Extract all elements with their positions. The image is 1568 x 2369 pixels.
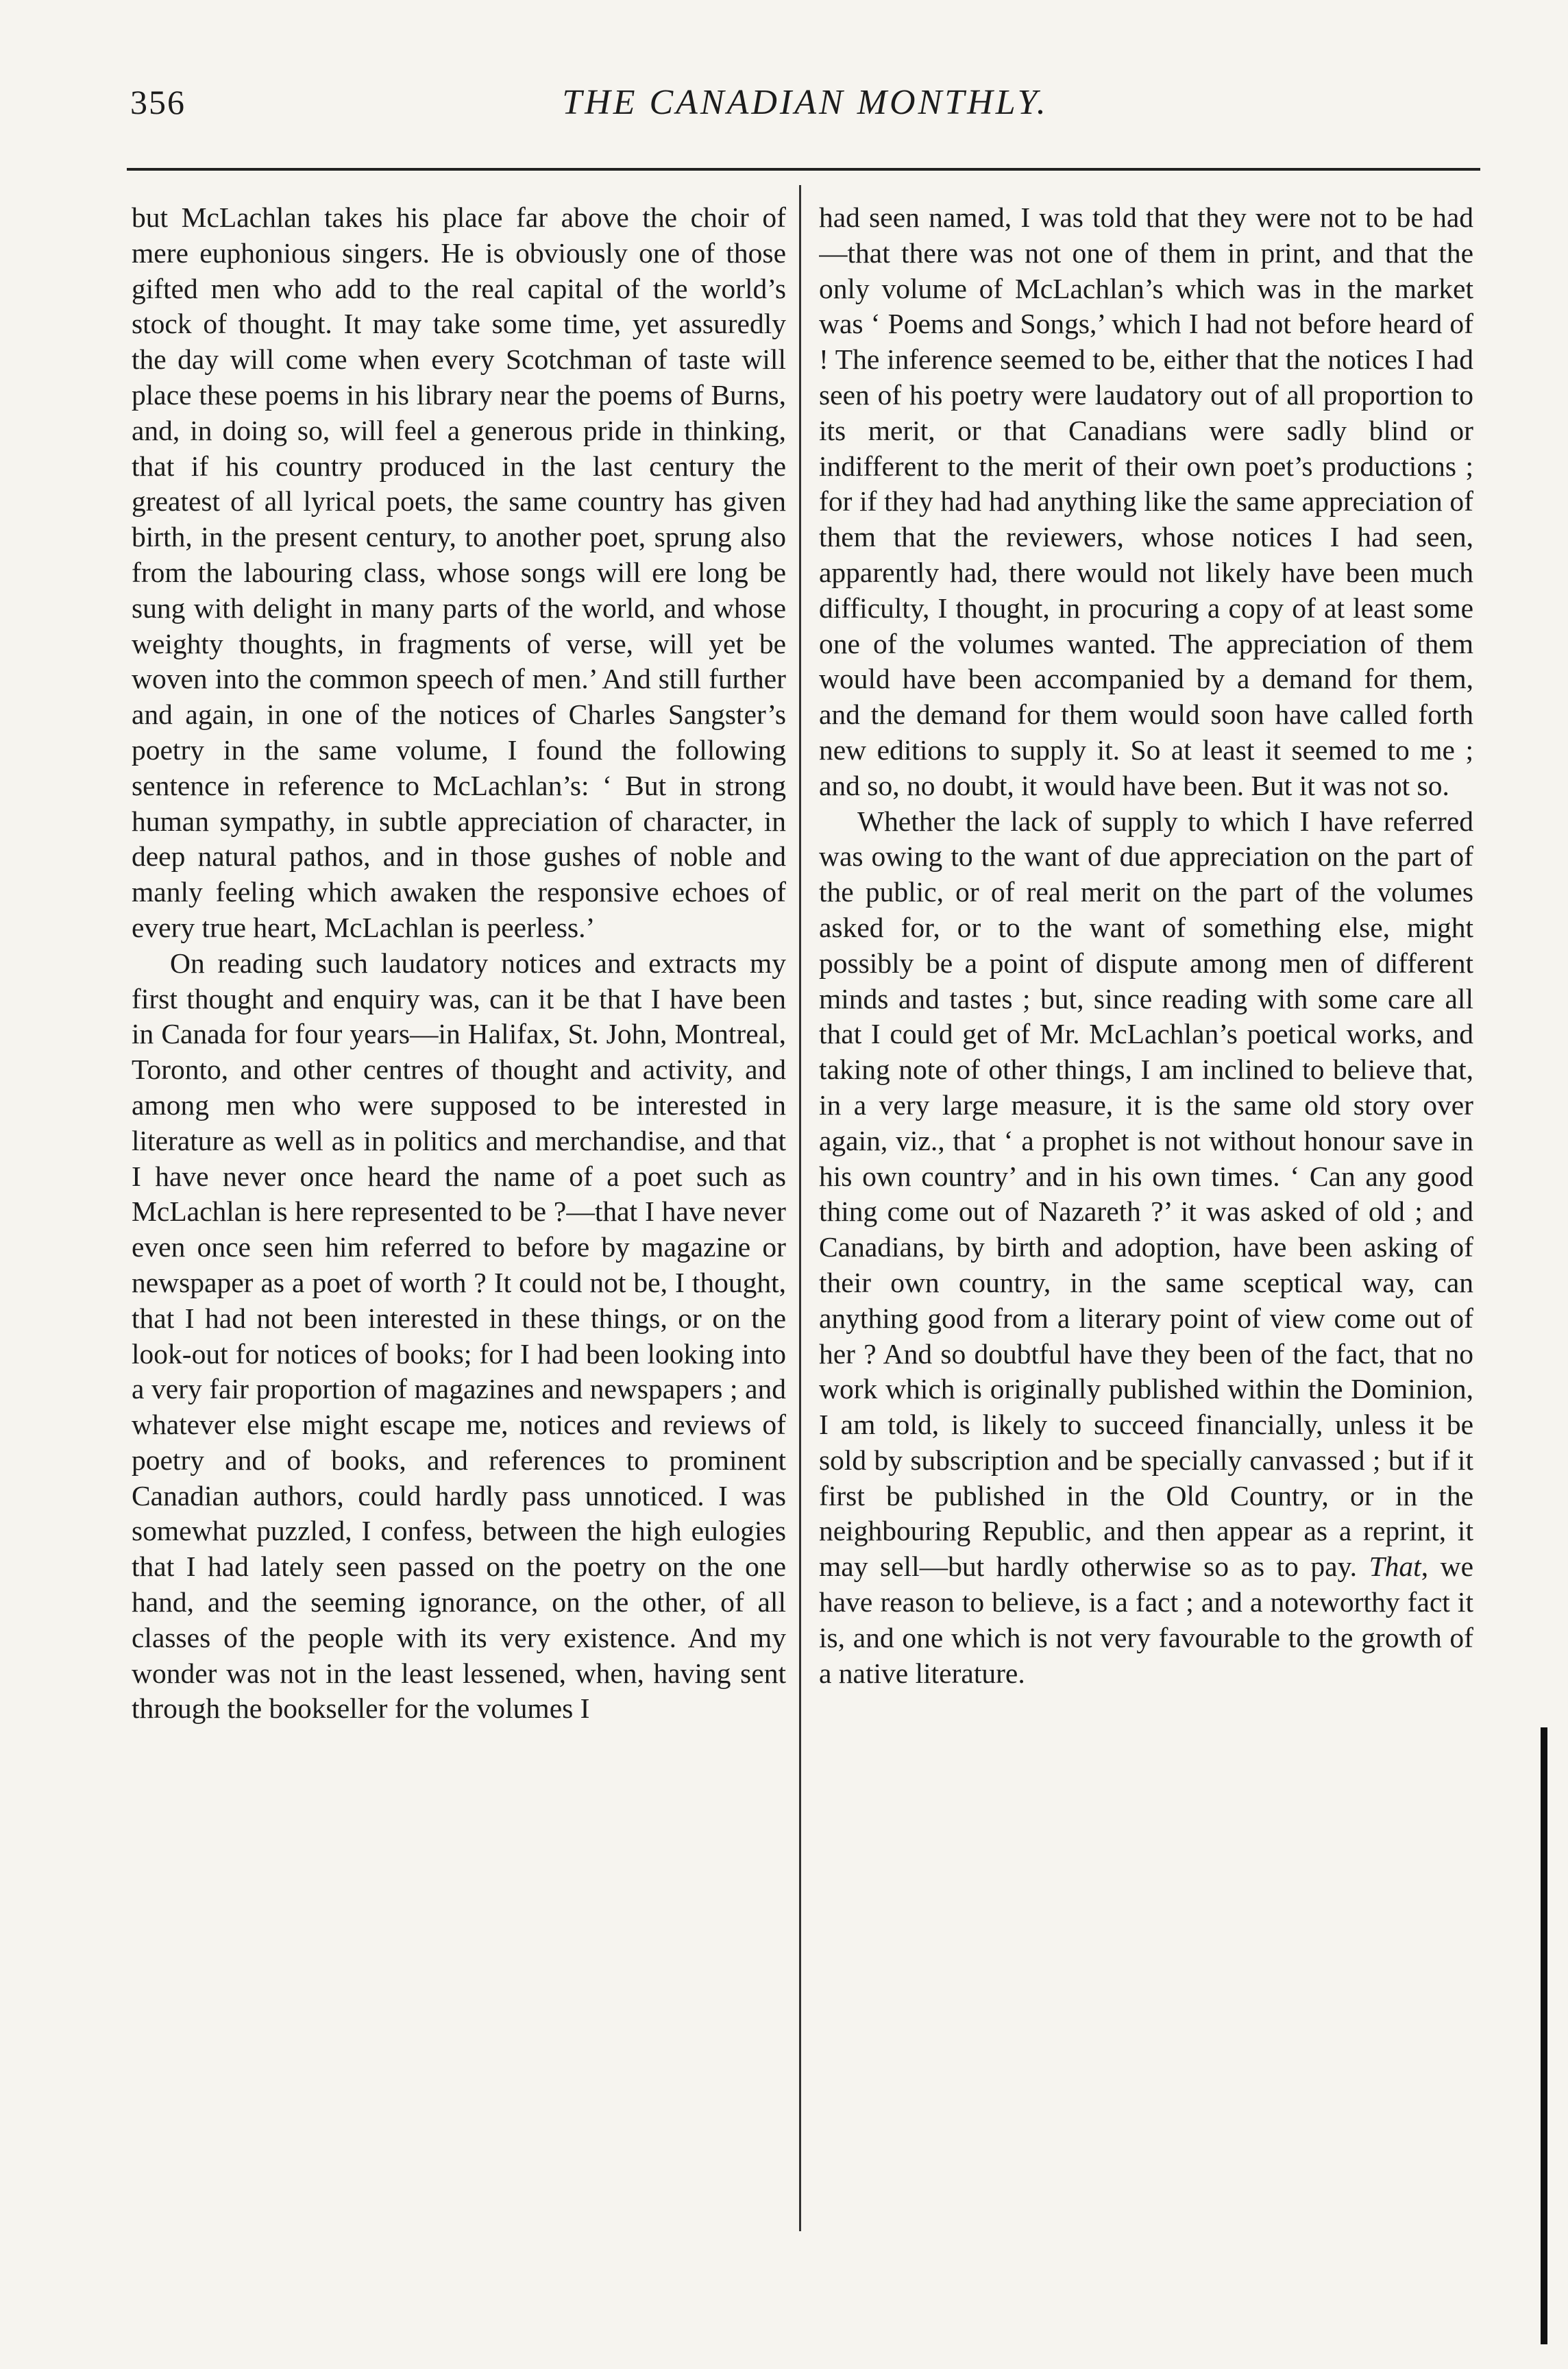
page-header [130,82,1480,144]
emphasis-text: That [1369,1551,1421,1583]
page-edge-mark [1541,1727,1547,2344]
header-rule [127,168,1480,171]
running-title: THE CANADIAN MONTHLY. [562,83,1049,122]
paragraph-text: , we have reason to believe, is a fact ; and a noteworthy fact it is, and one which is not very favourable to the growth of a native literature. [819,1551,1473,1689]
column-divider [799,185,801,2231]
paragraph [819,804,1473,1692]
paragraph-text: Whether the lack of supply to which I have referred was owing to the want of due appreciation on the part of the public, or of real merit on the part of the volumes asked for, or to the want of something else, might possibly be a point of dispute among men of different minds and tastes ; but, since reading with some care all that I could get of Mr. McLachlan’s poetical works, and taking note of other things, I am inclined to believe that, in a very large measure, it is the same old story over again, viz., that ‘ a prophet is not without honour save in his own country’ and in his own times. ‘ Can any good thing come out of Nazareth ?’ it was asked of old ; and Canadians, by birth and adoption, have been asking of their own country, in the same sceptical way, can anything good from a literary point of view come out of her ? And so doubtful have they been of the fact, that no work which is originally published within the Dominion, I am told, is likely to succeed financially, unless it be sold by subscription and be specially canvassed ; but if it first be published in the Old Country, or in the neighbouring Republic, and then appear as a reprint, it may sell—but hardly otherwise so as to pay. [819,805,1473,1583]
page-number: 356 [130,83,186,121]
paragraph: but McLachlan takes his place far above the choir of mere euphonious singers. He is obviously one of those gifted men who add to the real capital of the world’s stock of thought. It may take some time, yet assuredly the day will come when every Scotchman of taste will place these poems in his library near the poems of Burns, and, in doing so, will feel a generous pride in thinking, that if his country produced in the last century the greatest of all lyrical poets, the same country has given birth, in the present century, to another poet, sprung also from the labouring class, whose songs will ere long be sung with delight in many parts of the world, and whose weighty thoughts, in fragments of verse, will yet be woven into the common speech of men.’ And still further and again, in one of the notices of Charles Sangster’s poetry in the same volume, I found the following sentence in reference to McLachlan’s: ‘ But in strong human sympathy, in subtle appreciation of character, in deep natural pathos, and in those gushes of noble and manly feeling which awaken the responsive echoes of every true heart, McLachlan is peerless.’ [132,202,786,943]
left-column [132,200,786,2236]
paragraph: On reading such laudatory notices and extracts my first thought and enquiry was, can it be that I have been in Canada for four years—in Halifax, St. John, Montreal, Toronto, and other centres of thought and activity, and among men who were supposed to be interested in literature as well as in politics and merchandise, and that I have never once heard the name of a poet such as McLachlan is here represented to be ?—that I have never even once seen him referred to before by magazine or newspaper as a poet of worth ? It could not be, I thought, that I had not been interested in these things, or on the look-out for notices of books; for I had been looking into a very fair proportion of magazines and newspapers ; and whatever else might escape me, notices and reviews of poetry and of books, and references to prominent Canadian authors, could hardly pass unnoticed. I was somewhat puzzled, I confess, between the high eulogies that I had lately seen passed on the poetry on the one hand, and the seeming ignorance, on the other, of all classes of the people with its very existence. And my wonder was not in the least lessened, when, having sent through the bookseller for the volumes I [132,947,786,1725]
right-column [819,200,1473,2236]
paragraph: had seen named, I was told that they were not to be had—that there was not one of them in print, and that the only volume of McLachlan’s which was in the market was ‘ Poems and Songs,’ which I had not before heard of ! The inference seemed to be, either that the notices I had seen of his poetry were laudatory out of all proportion to its merit, or that Canadians were sadly blind or indifferent to the merit of their own poet’s productions ; for if they had had anything like the same appreciation of them that the reviewers, whose notices I had seen, apparently had, there would not likely have been much difficulty, I thought, in procuring a copy of at least some one of the volumes wanted. The appreciation of them would have been accompanied by a demand for them, and the demand for them would soon have called forth new editions to supply it. So at least it seemed to me ; and so, no doubt, it would have been. But it was not so. [819,202,1473,801]
